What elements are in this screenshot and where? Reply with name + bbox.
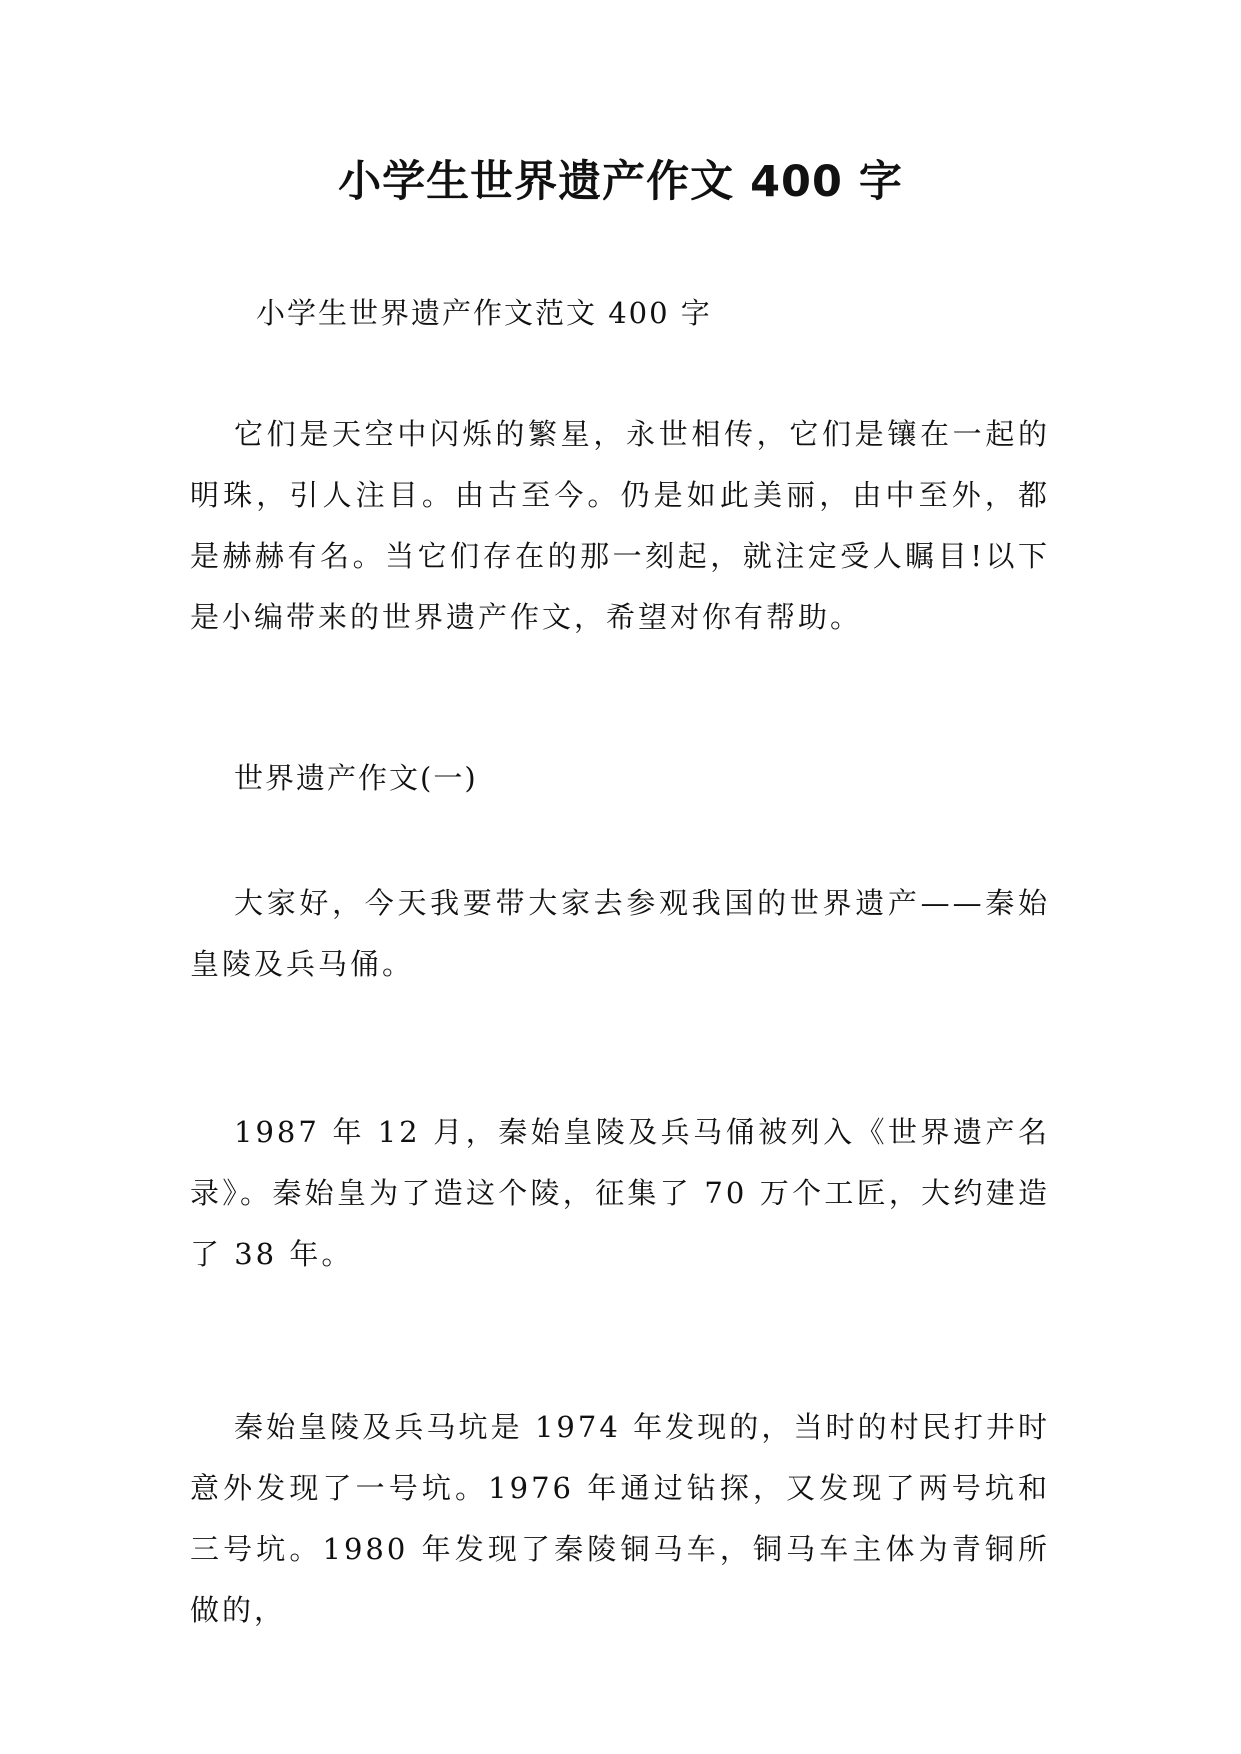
body-paragraph-2: 1987 年 12 月，秦始皇陵及兵马俑被列入《世界遗产名录》。秦始皇为了造这个陵，征集了 70 万个工匠，大约建造了 38 年。 [190,1115,1050,1271]
body-paragraph-1: 大家好，今天我要带大家去参观我国的世界遗产——秦始皇陵及兵马俑。 [190,886,1050,981]
section-heading: 世界遗产作文(一) [234,761,478,795]
intro-paragraph: 它们是天空中闪烁的繁星，永世相传，它们是镶在一起的明珠，引人注目。由古至今。仍是如此美丽，由中至外，都是赫赫有名。当它们存在的那一刻起，就注定受人瞩目!以下是小编带来的世界遗产作文，希望对你有帮助。 [190,417,1050,634]
document-title: 小学生世界遗产作文 400 字 [338,157,903,207]
document-subtitle: 小学生世界遗产作文范文 400 字 [256,296,712,330]
body-paragraph-3: 秦始皇陵及兵马坑是 1974 年发现的，当时的村民打井时意外发现了一号坑。1976 年通过钻探，又发现了两号坑和三号坑。1980 年发现了秦陵铜马车，铜马车主体为青铜所做的， [190,1410,1050,1627]
